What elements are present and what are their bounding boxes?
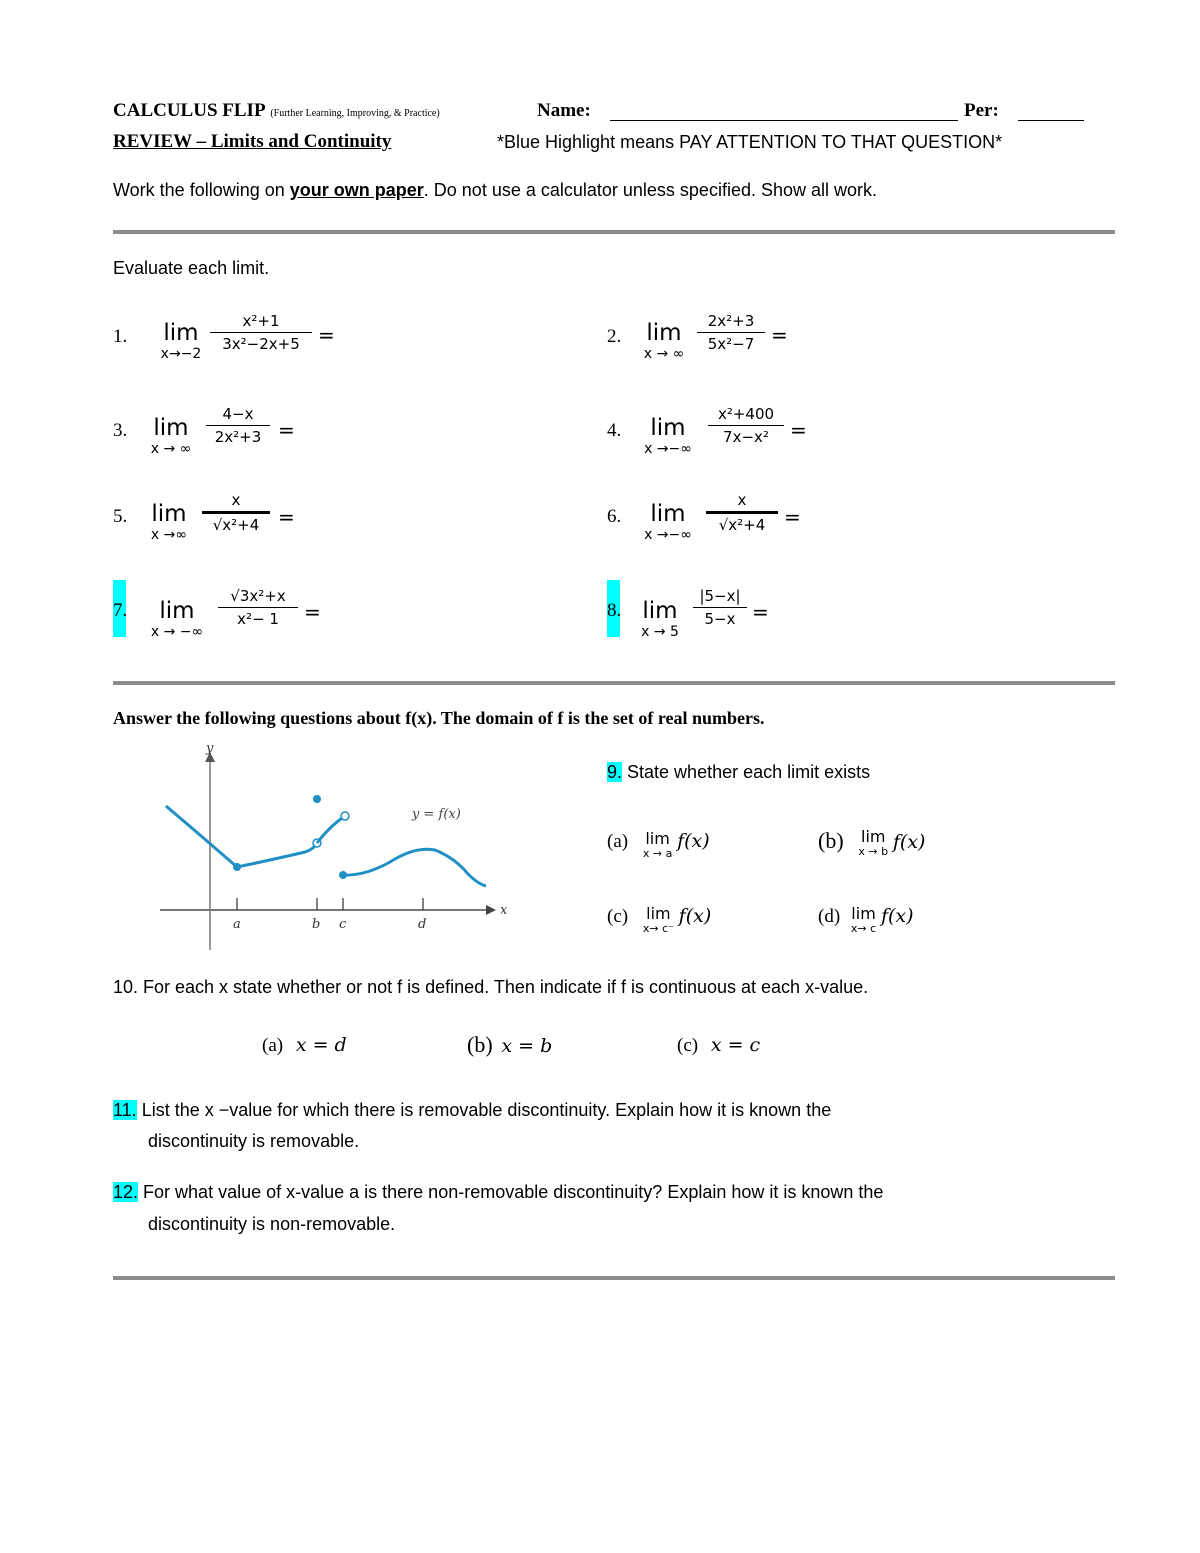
problem-8-fraction: $\frac{|5-x|}{5-x}$ xyxy=(693,587,747,628)
problem-7-fraction: $\frac{\text{√3x²+x}}{\text{x²− 1}}$ xyxy=(218,587,298,628)
problem-2-fraction: $\frac{\text{2x²+3}}{\text{5x²−7}}$ xyxy=(697,312,765,353)
q10-text: 10. For each x state whether or not f is defined. Then indicate if f is continuous at each x-value. xyxy=(113,977,869,997)
problem-1-equals: = xyxy=(318,323,335,347)
problem-6-limit: lim x →−∞ xyxy=(644,501,692,543)
curve-label: y = f(x) xyxy=(412,807,461,822)
q10-part-b: (b) x = b xyxy=(467,1032,553,1057)
course-title: CALCULUS FLIP xyxy=(113,100,266,121)
q11-line2: discontinuity is removable. xyxy=(148,1131,360,1151)
problem-5-number: 5. xyxy=(113,506,128,527)
problem-3-number: 3. xyxy=(113,420,128,441)
point-f-of-b xyxy=(313,795,321,803)
tick-label-a: a xyxy=(233,917,241,932)
problem-2-number: 2. xyxy=(607,326,622,347)
q12-number: 12. xyxy=(113,1182,139,1202)
q10-part-a: (a) x = d xyxy=(262,1034,347,1056)
section1-heading: Evaluate each limit. xyxy=(113,258,270,278)
q11-line1: 11. List the x −value for which there is removable discontinuity. Explain how it is known the xyxy=(113,1100,832,1120)
q9-part-a: (a) lim x → a f(x) xyxy=(607,829,710,860)
curve-left-segment xyxy=(166,806,237,867)
problem-1-fraction: $\frac{\text{x²+1}}{\text{3x²−2x+5}}$ xyxy=(210,312,312,353)
problem-8-limit: lim x → 5 xyxy=(641,598,679,640)
problem-3-equals: = xyxy=(278,418,295,442)
curve-c-to-right xyxy=(343,849,486,886)
problem-4-limit: lim x →−∞ xyxy=(644,415,692,457)
name-label: Name: xyxy=(537,100,591,121)
tick-label-c: c xyxy=(339,917,347,932)
divider-2 xyxy=(113,681,1115,685)
problem-6-number: 6. xyxy=(607,506,622,527)
name-blank[interactable] xyxy=(610,120,958,121)
x-axis-arrow-icon xyxy=(486,905,496,915)
header-line-1 xyxy=(113,100,1113,122)
problem-6-fraction: $\frac{x}{\text{√x²+4}}$ xyxy=(706,491,778,534)
y-axis-label: y xyxy=(206,741,214,756)
q9-line xyxy=(607,762,870,783)
x-axis-label: x xyxy=(500,903,508,918)
q12-line1: 12. For what value of x-value a is there non-removable discontinuity? Explain how it is known the xyxy=(113,1182,884,1202)
problem-6-equals: = xyxy=(784,505,801,529)
problem-2-limit: lim x → ∞ xyxy=(643,320,685,362)
divider-3 xyxy=(113,1276,1115,1280)
per-blank[interactable] xyxy=(1018,120,1084,121)
problem-4-number: 4. xyxy=(607,420,622,441)
open-point-at-c-left xyxy=(341,812,349,820)
problem-1-number: 1. xyxy=(113,326,128,347)
highlight-note: *Blue Highlight means PAY ATTENTION TO THAT QUESTION* xyxy=(497,132,1003,152)
problem-8-equals: = xyxy=(752,600,769,624)
per-label: Per: xyxy=(964,100,999,121)
problem-7-number: 7. xyxy=(113,600,128,621)
problem-5-fraction: $\frac{x}{\text{√x²+4}}$ xyxy=(202,491,270,534)
problem-2-equals: = xyxy=(771,323,788,347)
curve-a-to-b xyxy=(237,843,317,867)
problem-8-number: 8. xyxy=(607,600,622,621)
divider-1 xyxy=(113,230,1115,234)
section2-heading: Answer the following questions about f(x). The domain of f is the set of real numbers. xyxy=(113,708,765,728)
curve-b-to-c xyxy=(317,816,345,843)
function-graph xyxy=(150,740,520,952)
problem-7-equals: = xyxy=(304,600,321,624)
q9-text: State whether each limit exists xyxy=(627,762,871,782)
q9-part-b: (b) lim x → b f(x) xyxy=(818,827,926,858)
problem-5-equals: = xyxy=(278,505,295,529)
q9-part-c: (c) lim x→ c⁻ f(x) xyxy=(607,904,712,935)
q11-number: 11. xyxy=(113,1100,137,1120)
problem-4-fraction: $\frac{\text{x²+400}}{\text{7x−x²}}$ xyxy=(708,405,784,446)
problem-3-fraction: $\frac{4-x}{\text{2x²+3}}$ xyxy=(206,405,270,446)
problem-7-limit: lim x → −∞ xyxy=(150,598,204,640)
tick-label-b: b xyxy=(312,917,321,932)
review-title: REVIEW – Limits and Continuity xyxy=(113,131,392,152)
q9-part-d: (d) lim x→ c f(x) xyxy=(818,904,914,935)
q12-line2: discontinuity is non-removable. xyxy=(148,1214,396,1234)
problem-4-equals: = xyxy=(790,418,807,442)
tick-label-d: d xyxy=(418,917,427,932)
problem-1-limit: lim x→−2 xyxy=(160,320,202,362)
q10-part-c: (c) x = c xyxy=(677,1034,761,1056)
problem-5-limit: lim x →∞ xyxy=(150,501,188,543)
course-subtitle: (Further Learning, Improving, & Practice) xyxy=(270,108,440,119)
instructions: Work the following on your own paper. Do not use a calculator unless specified. Show all work. xyxy=(113,180,878,200)
instructions-emphasis: your own paper xyxy=(289,180,424,200)
point-at-a xyxy=(233,863,241,871)
point-at-c xyxy=(339,871,347,879)
problem-3-limit: lim x → ∞ xyxy=(150,415,192,457)
q9-number: 9. xyxy=(607,762,623,782)
